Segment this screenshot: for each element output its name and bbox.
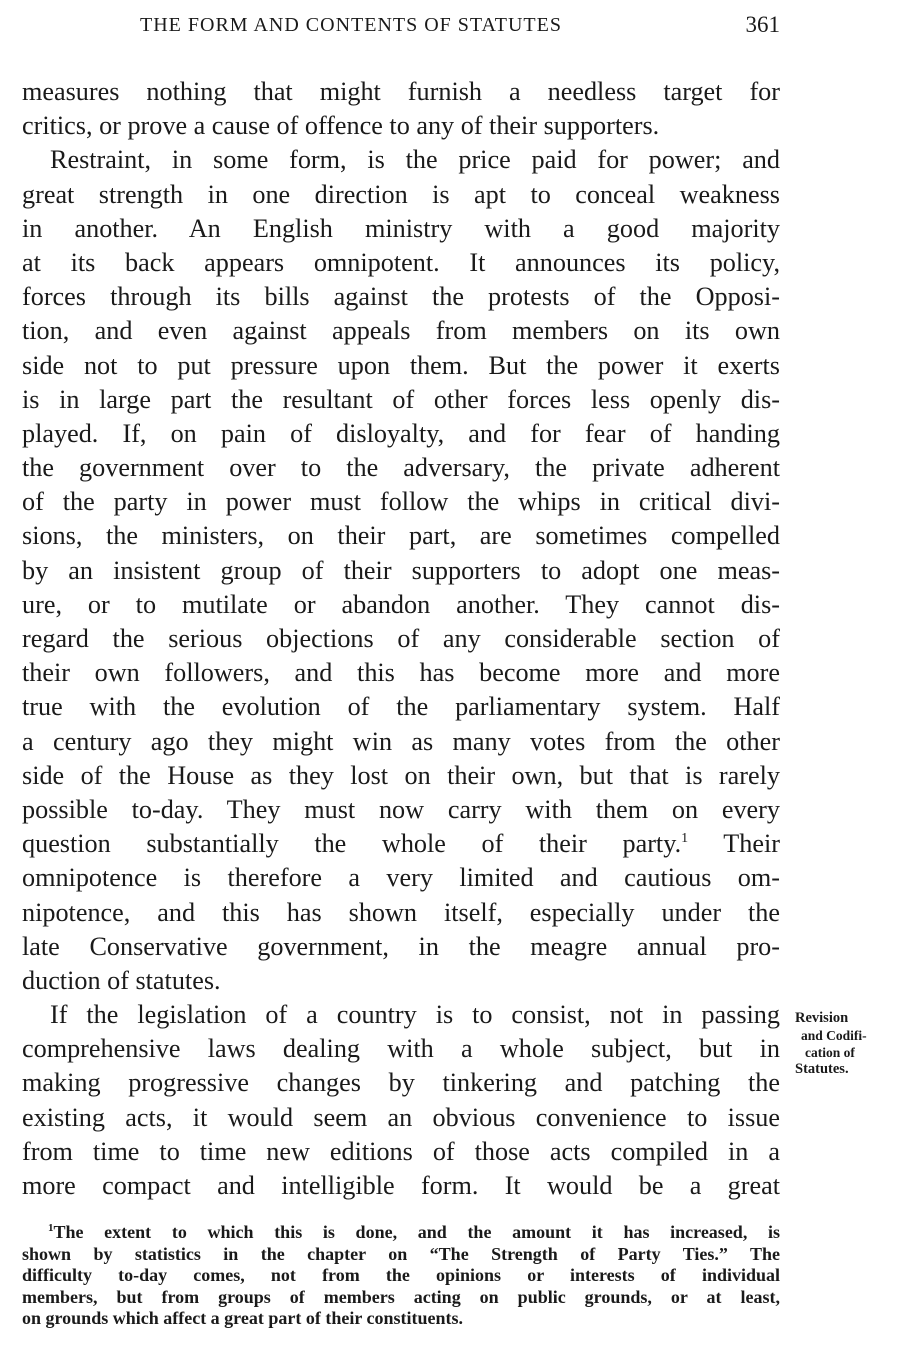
footnote (22, 1222, 780, 1330)
footnote-line (22, 1222, 780, 1244)
text-line: ure, or to mutilate or abandon another. They cannot dis- (22, 589, 780, 619)
footnote-marker: 1 (48, 1222, 54, 1234)
footnote-line: shown by statistics in the chapter on “The Strength of Party Ties.” The (22, 1243, 780, 1264)
footnote-line: on grounds which affect a great part of their constituents. (22, 1308, 463, 1329)
text-line: measures nothing that might furnish a needless target for (22, 77, 780, 106)
text-line: late Conservative government, in the meagre annual pro- (22, 931, 780, 961)
text-line: their own followers, and this has become more and more (22, 658, 780, 688)
text-line: sions, the ministers, on their part, are sometimes compelled (22, 521, 780, 551)
text-line: If the legislation of a country is to consist, not in passing (50, 1000, 780, 1030)
text-line: duction of statutes. (22, 965, 221, 995)
footnote-line: members, but from groups of members acting on public grounds, or at least, (22, 1286, 780, 1307)
text-line: from time to time new editions of those acts compiled in a (22, 1136, 780, 1166)
margin-note-line: Statutes. (795, 1061, 849, 1077)
text-line: making progressive changes by tinkering and patching the (22, 1068, 780, 1098)
text-line: more compact and intelligible form. It would be a great (22, 1171, 780, 1200)
running-head (22, 10, 780, 42)
margin-note-line: cation of (805, 1045, 855, 1060)
text-line-start: question substantially the whole of their party. (22, 829, 682, 859)
text-line-end: Their (723, 829, 780, 859)
text-line: regard the serious objections of any considerable section of (22, 624, 780, 653)
text-line: forces through its bills against the protests of the Opposi- (22, 282, 780, 312)
text-line: a century ago they might win as many votes from the other (22, 726, 780, 756)
text-line: comprehensive laws dealing with a whole subject, but in (22, 1034, 780, 1064)
text-line: in another. An English ministry with a good majority (22, 213, 780, 243)
text-line: Restraint, in some form, is the price paid for power; and (50, 145, 780, 175)
text-line: is in large part the resultant of other forces less openly dis- (22, 384, 780, 414)
text-line: side not to put pressure upon them. But the power it exerts (22, 350, 780, 380)
text-line: played. If, on pain of disloyalty, and for fear of handing (22, 418, 780, 448)
footnote-reference[interactable]: 1 (681, 831, 689, 847)
text-line: at its back appears omnipotent. It announces its policy, (22, 247, 780, 277)
text-line: nipotence, and this has shown itself, especially under the (22, 897, 780, 927)
text-line-with-footnote (22, 827, 780, 861)
text-line: by an insistent group of their supporters to adopt one meas- (22, 555, 780, 585)
text-line: tion, and even against appeals from members on its own (22, 316, 780, 346)
text-line: side of the House as they lost on their own, but that is rarely (22, 760, 780, 790)
text-line: great strength in one direction is apt to conceal weakness (22, 179, 780, 209)
text-line: critics, or prove a cause of offence to any of their supporters. (22, 111, 660, 141)
body-text (22, 75, 780, 1203)
text-line: omnipotence is therefore a very limited and cautious om- (22, 863, 780, 893)
page-number: 361 (745, 12, 780, 37)
text-line: true with the evolution of the parliamentary system. Half (22, 692, 780, 722)
margin-note-line: Revision (795, 1010, 849, 1026)
margin-note-line: and Codifi- (801, 1028, 867, 1043)
text-line: existing acts, it would seem an obvious convenience to issue (22, 1102, 780, 1132)
text-line: of the party in power must follow the whips in critical divi- (22, 487, 780, 517)
footnote-line: difficulty to-day comes, not from the opinions or interests of individual (22, 1265, 780, 1286)
footnote-line-text: The extent to which this is done, and the amount it has increased, is (53, 1222, 780, 1242)
margin-note (795, 1010, 915, 1078)
text-line: the government over to the adversary, the private adherent (22, 453, 780, 483)
text-line: possible to-day. They must now carry with them on every (22, 794, 780, 824)
running-title: THE FORM AND CONTENTS OF STATUTES (140, 14, 562, 36)
